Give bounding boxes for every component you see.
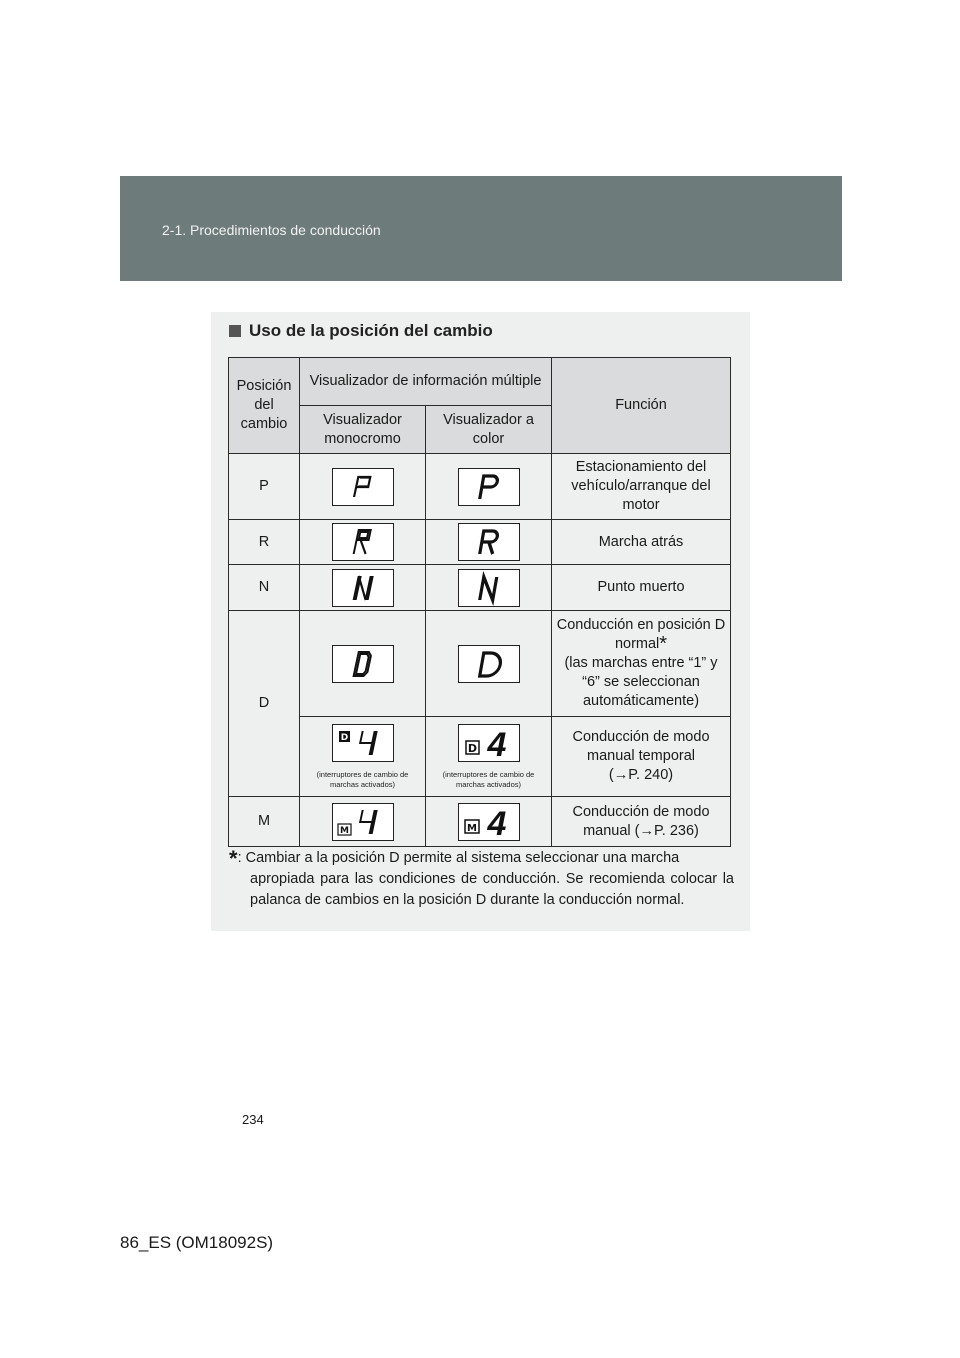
header-position: Posición del cambio bbox=[229, 358, 300, 454]
function-n: Punto muerto bbox=[552, 565, 731, 611]
position-r: R bbox=[229, 520, 300, 565]
header-function: Función bbox=[552, 358, 731, 454]
table-row bbox=[229, 717, 731, 797]
p-segment-icon bbox=[333, 469, 393, 505]
header-color-display: Visualizador a color bbox=[426, 406, 552, 454]
table-row bbox=[229, 797, 731, 847]
footnote-body: apropiada para las condiciones de conducción. Se recomienda colocar la palanca de cambios en la posición D durante la conducción normal. bbox=[250, 871, 734, 909]
position-m: M bbox=[229, 797, 300, 847]
n-glyph-icon bbox=[459, 570, 519, 606]
color-display-d bbox=[426, 611, 552, 717]
mono-display-d bbox=[300, 611, 426, 717]
mono-display-r bbox=[300, 520, 426, 565]
function-d-manual-text: Conducción de modo manual temporal bbox=[572, 729, 710, 765]
footnote-mark: * bbox=[659, 633, 668, 656]
document-code: 86_ES (OM18092S) bbox=[120, 1233, 274, 1252]
d4-segment-icon bbox=[333, 725, 393, 761]
svg-text:D: D bbox=[467, 742, 477, 756]
mono-display-n bbox=[300, 565, 426, 611]
function-d-detail: (las marchas entre “1” y “6” se seleccionan automáticamente) bbox=[564, 655, 718, 709]
position-d: D bbox=[229, 611, 300, 797]
header-band bbox=[120, 176, 842, 281]
shift-position-table bbox=[228, 357, 731, 847]
footnote bbox=[229, 848, 734, 911]
color-display-m4 bbox=[426, 797, 552, 847]
d4-glyph-icon bbox=[459, 725, 519, 761]
svg-text:4: 4 bbox=[487, 726, 506, 762]
box-title-text: Uso de la posición del cambio bbox=[249, 321, 493, 340]
mono-display-p bbox=[300, 454, 426, 520]
color-display-r bbox=[426, 520, 552, 565]
square-bullet-icon bbox=[229, 325, 241, 337]
section-title: 2-1. Procedimientos de conducción bbox=[162, 222, 381, 238]
footnote-lead: : Cambiar a la posición D permite al sistema seleccionar una marcha bbox=[237, 850, 680, 866]
function-d-manual-ref: (→P. 240) bbox=[608, 766, 674, 783]
p-glyph-icon bbox=[459, 469, 519, 505]
function-d-text: Conducción en posición D normal bbox=[556, 617, 726, 653]
d-glyph-icon bbox=[459, 646, 519, 682]
svg-text:M: M bbox=[339, 825, 349, 836]
d-segment-icon bbox=[333, 646, 393, 682]
table-row bbox=[229, 565, 731, 611]
page-number: 234 bbox=[242, 1112, 264, 1127]
function-d bbox=[552, 611, 731, 717]
color-display-p bbox=[426, 454, 552, 520]
function-r: Marcha atrás bbox=[552, 520, 731, 565]
box-title bbox=[229, 321, 493, 341]
caption-color: (interruptores de cambio de marchas activados) bbox=[442, 770, 535, 789]
color-display-n bbox=[426, 565, 552, 611]
function-d-manual bbox=[552, 717, 731, 797]
svg-text:D: D bbox=[340, 733, 348, 744]
color-display-d4 bbox=[426, 717, 552, 797]
mono-display-d4 bbox=[300, 717, 426, 797]
r-glyph-icon bbox=[459, 524, 519, 560]
n-segment-icon bbox=[333, 570, 393, 606]
r-segment-icon bbox=[333, 524, 393, 560]
function-m: Conducción de modo manual (→P. 236) bbox=[552, 797, 731, 847]
header-multi-display: Visualizador de información múltiple bbox=[300, 358, 552, 406]
table-row bbox=[229, 520, 731, 565]
info-box bbox=[211, 312, 750, 931]
caption-mono: (interruptores de cambio de marchas activados) bbox=[316, 770, 409, 789]
header-mono-display: Visualizador monocromo bbox=[300, 406, 426, 454]
table-row bbox=[229, 611, 731, 717]
footnote-asterisk: * bbox=[229, 846, 238, 871]
table-row bbox=[229, 454, 731, 520]
m4-segment-icon bbox=[333, 804, 393, 840]
svg-text:4: 4 bbox=[487, 804, 506, 840]
function-p: Estacionamiento del vehículo/arranque del motor bbox=[552, 454, 731, 520]
m4-glyph-icon bbox=[459, 804, 519, 840]
position-p: P bbox=[229, 454, 300, 520]
mono-display-m4 bbox=[300, 797, 426, 847]
position-n: N bbox=[229, 565, 300, 611]
svg-text:M: M bbox=[466, 822, 477, 834]
